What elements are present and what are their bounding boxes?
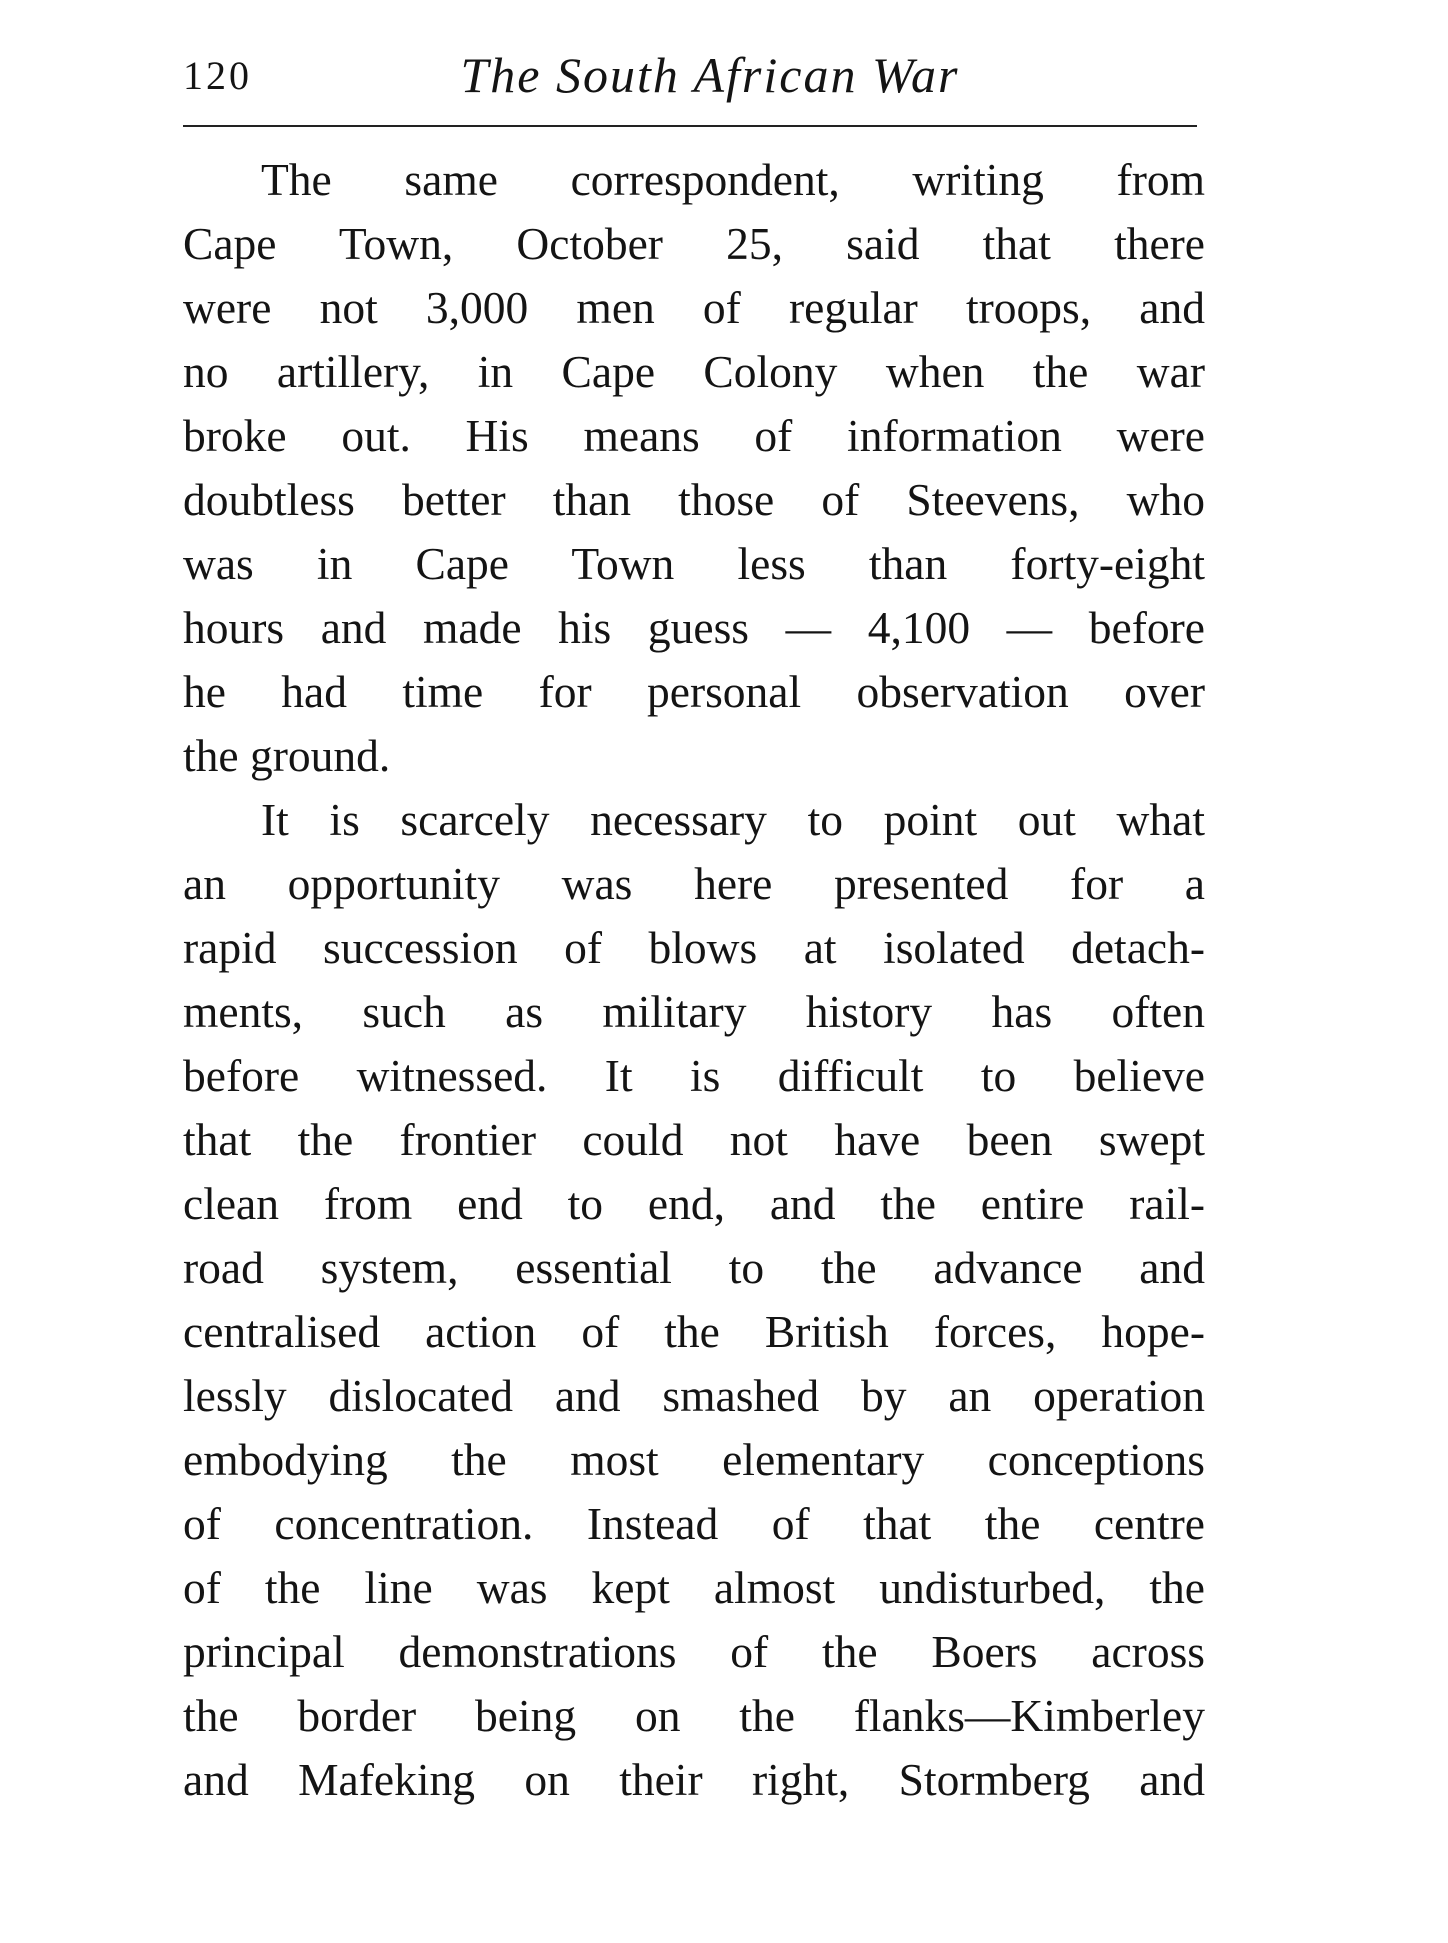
text-line: broke out. His means of information were xyxy=(183,410,1205,461)
text-line: no artillery, in Cape Colony when the war xyxy=(183,346,1205,397)
text-line: before witnessed. It is difficult to believe xyxy=(183,1050,1205,1101)
running-title: The South African War xyxy=(460,47,960,103)
running-head xyxy=(183,46,1197,116)
text-line: road system, essential to the advance and xyxy=(183,1242,1205,1293)
text-line: of the line was kept almost undisturbed, the xyxy=(183,1562,1205,1613)
text-line: that the frontier could not have been swept xyxy=(183,1114,1205,1165)
text-line: the border being on the flanks—Kimberley xyxy=(183,1690,1205,1741)
text-line: he had time for personal observation over xyxy=(183,666,1205,717)
text-line: Cape Town, October 25, said that there xyxy=(183,218,1205,269)
text-line: rapid succession of blows at isolated detach- xyxy=(183,922,1205,973)
text-line: principal demonstrations of the Boers across xyxy=(183,1626,1205,1677)
text-line: an opportunity was here presented for a xyxy=(183,858,1205,909)
text-line: ments, such as military history has often xyxy=(183,986,1205,1037)
text-line: and Mafeking on their right, Stormberg and xyxy=(183,1754,1205,1805)
page-number: 120 xyxy=(183,53,252,98)
text-line: the ground. xyxy=(183,730,391,781)
text-line: were not 3,000 men of regular troops, and xyxy=(183,282,1205,333)
body-text xyxy=(183,148,1205,1812)
text-line: doubtless better than those of Steevens, who xyxy=(183,474,1205,525)
text-line: lessly dislocated and smashed by an operation xyxy=(183,1370,1205,1421)
text-line: of concentration. Instead of that the centre xyxy=(183,1498,1205,1549)
text-line: was in Cape Town less than forty-eight xyxy=(183,538,1205,589)
text-line: The same correspondent, writing from xyxy=(261,154,1205,205)
text-line: It is scarcely necessary to point out what xyxy=(261,794,1205,845)
header-rule xyxy=(183,125,1197,127)
text-line: embodying the most elementary conceptions xyxy=(183,1434,1205,1485)
text-line: clean from end to end, and the entire rail- xyxy=(183,1178,1205,1229)
text-line: centralised action of the British forces, hope- xyxy=(183,1306,1205,1357)
text-line: hours and made his guess — 4,100 — before xyxy=(183,602,1205,653)
